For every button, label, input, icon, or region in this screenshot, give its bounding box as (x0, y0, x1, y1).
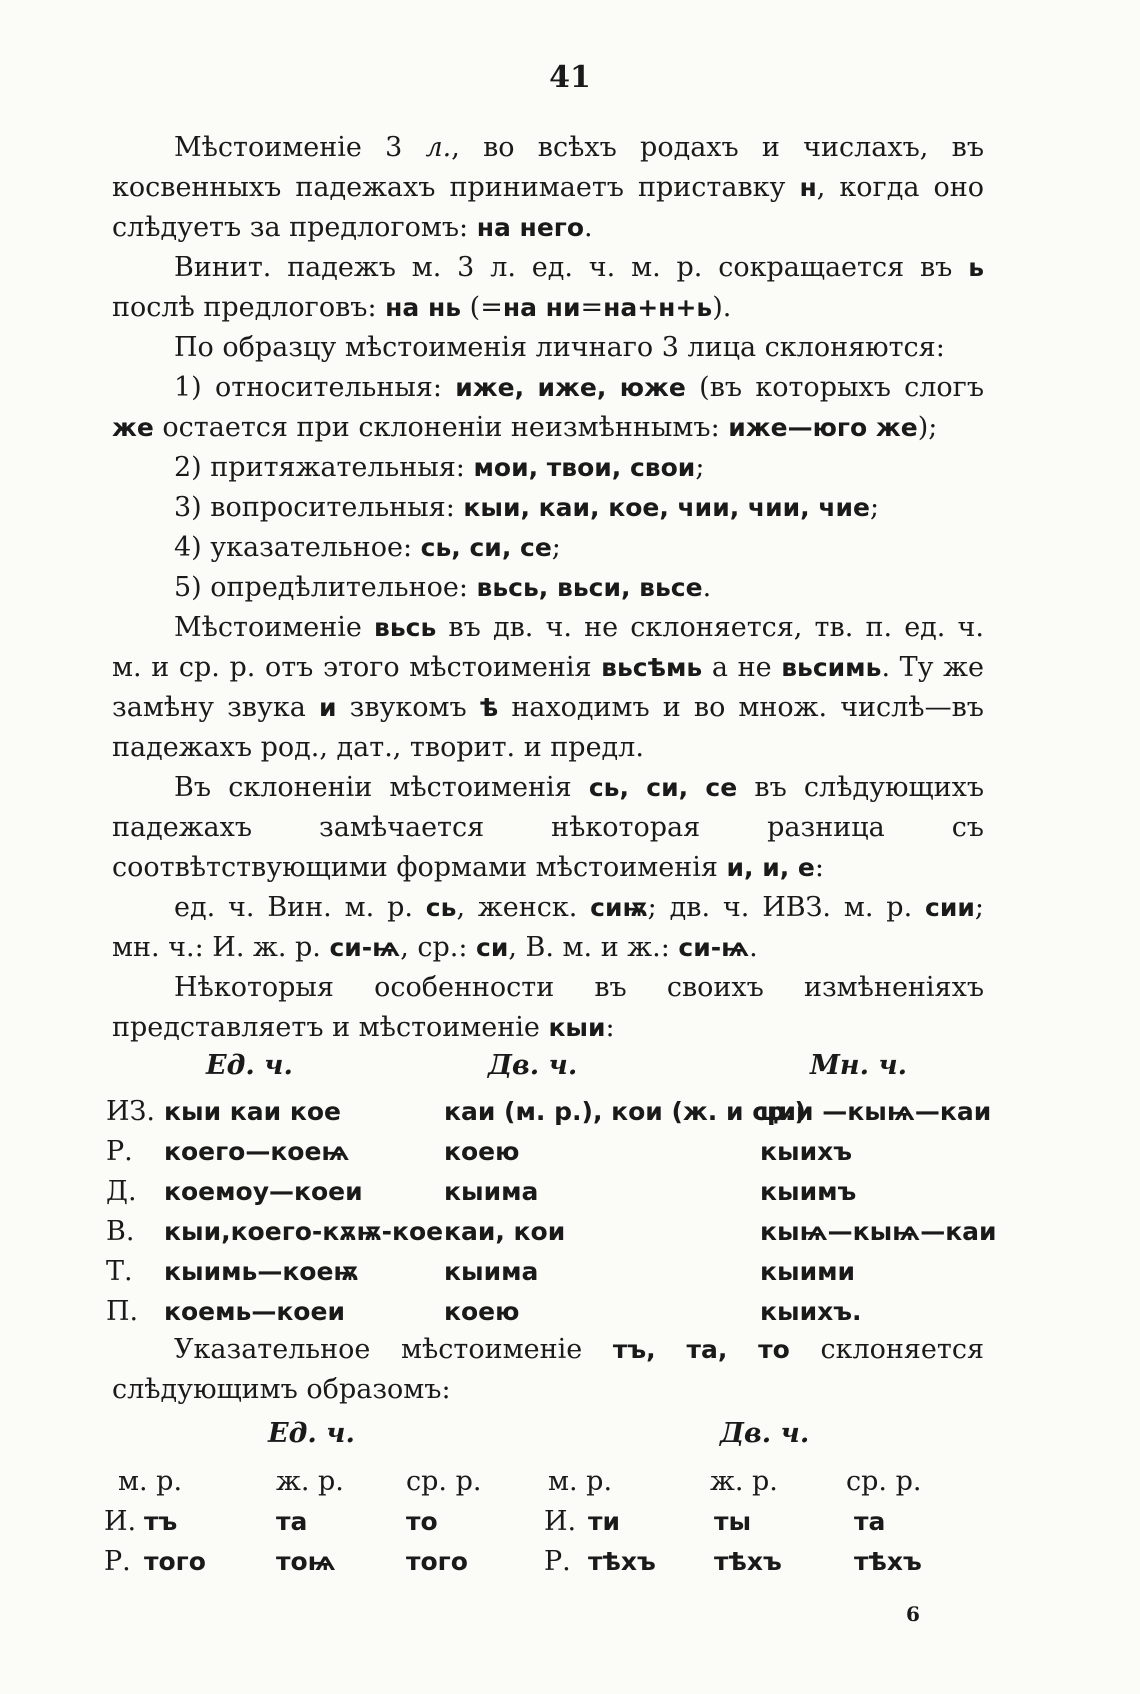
gender-row (104, 1462, 984, 1502)
text-run: Мѣстоименіе (174, 612, 374, 643)
table-row (106, 1092, 992, 1132)
text-run: ; (869, 492, 880, 523)
church-slavonic-word: иже, иже, юже (455, 373, 686, 402)
text-run: 3) вопросительныя: (174, 492, 464, 523)
church-slavonic-word: тъ, та, то (612, 1335, 790, 1364)
cell-dual: каи (м. р.), кои (ж. и ср.) (444, 1097, 806, 1126)
church-slavonic-word: вьсь (374, 613, 437, 642)
cell-dual: каи, кои (444, 1217, 566, 1246)
paragraph-3 (112, 328, 984, 368)
text-run: ; мн. ч.: И. ж. р. (112, 892, 984, 963)
header-singular: Ед. ч. (268, 1418, 355, 1449)
text-run: ; (551, 532, 561, 563)
text-run: Винит. падежъ м. 3 л. ед. ч. м. р. сокращается въ (174, 252, 969, 283)
cell-dual: коею (444, 1137, 520, 1166)
paragraph-12 (112, 968, 984, 1048)
text-run: , когда оно слѣдуетъ за предлогомъ: (112, 172, 984, 243)
table-row (106, 1172, 986, 1212)
cell-singular: коего—коеѩ (164, 1137, 350, 1166)
text-run: 2) притяжательныя: (174, 452, 474, 483)
text-run: , женск. (456, 892, 591, 923)
cell-masc-du: ти (588, 1507, 621, 1536)
text-run: ); (917, 412, 938, 443)
text-run: . (749, 932, 758, 963)
church-slavonic-word: вьсимь (781, 653, 882, 682)
church-slavonic-word: иже—юго же (728, 413, 918, 442)
cell-dual: коею (444, 1297, 520, 1326)
kyi-declension-table (106, 1050, 997, 1332)
cell-fem-du: ты (714, 1507, 752, 1536)
cell-plural: кыѩ—кыѩ—каи (760, 1217, 997, 1246)
text-run: ; дв. ч. ИВЗ. м. р. (647, 892, 926, 923)
paragraph-13-text (112, 1330, 984, 1410)
church-slavonic-word: си (476, 933, 509, 962)
paragraph-8 (112, 568, 984, 608)
case-label: И. (104, 1506, 137, 1537)
church-slavonic-word: и, и, е (726, 853, 815, 882)
paragraph-9 (112, 608, 984, 768)
text-run: въ слѣдующихъ падежахъ замѣчается нѣкоторая разница съ соотвѣтствующими формами мѣстоименія (112, 772, 985, 883)
text-run: . (702, 572, 712, 603)
table-row (104, 1502, 984, 1542)
church-slavonic-word: сиѭ (590, 893, 648, 922)
paragraph-2 (112, 248, 984, 328)
church-slavonic-word: кыи (548, 1013, 606, 1042)
church-slavonic-word: на нь (385, 293, 462, 322)
church-slavonic-word: сии (925, 893, 975, 922)
text-run: ; (695, 452, 705, 483)
church-slavonic-word: кыи, каи, кое, чии, чии, чие (463, 493, 870, 522)
text-run: въ дв. ч. не склоняется, тв. п. ед. ч. м. и ср. р. отъ этого мѣстоименія (112, 612, 984, 683)
text-run: находимъ и во множ. числѣ—въ падежахъ род., дат., творит. и предл. (112, 692, 984, 763)
page-number: 41 (549, 60, 591, 95)
table-row (106, 1132, 986, 1172)
text-run: склоняется слѣдующимъ образомъ: (112, 1334, 984, 1405)
church-slavonic-word: вьсѣмь (601, 653, 703, 682)
case-label: ИЗ. (106, 1096, 155, 1127)
paragraph-6 (112, 488, 984, 528)
text-run: Въ склоненіи мѣстоименія (174, 772, 589, 803)
text-run: По образцу мѣстоименія личнаго 3 лица склоняются: (174, 332, 945, 363)
text-run: : (605, 1012, 615, 1043)
church-slavonic-word: сь, си, се (420, 533, 552, 562)
text-run: остается при склоненіи неизмѣннымъ: (153, 412, 729, 443)
table-row (106, 1252, 986, 1292)
gender-label: ж. р. (710, 1466, 778, 1497)
header-dual: Дв. ч. (720, 1418, 810, 1449)
cell-singular: кыи каи кое (164, 1097, 341, 1126)
text-run: , В. м. и ж.: (508, 932, 679, 963)
text-run: Мѣстоименіе 3 (174, 132, 426, 163)
cell-neut-du: та (854, 1507, 886, 1536)
paragraph-4 (112, 368, 984, 448)
text-run: . (584, 212, 593, 243)
text-run: ед. ч. Вин. м. р. (174, 892, 426, 923)
header-singular: Ед. ч. (206, 1050, 293, 1081)
text-run: Нѣкоторыя особенности въ своихъ измѣненіяхъ представляетъ и мѣстоименіе (112, 972, 984, 1043)
cell-neut-sg: то (406, 1507, 438, 1536)
cell-fem-sg: тоѩ (276, 1547, 336, 1576)
gender-label: ср. р. (846, 1466, 922, 1497)
table-row (106, 1292, 986, 1332)
table-row (104, 1542, 984, 1582)
text-run: (въ которыхъ слогъ (685, 372, 985, 403)
cell-masc-sg: тъ (144, 1507, 178, 1536)
gender-label: м. р. (548, 1466, 613, 1497)
cell-singular: коемь—коеи (164, 1297, 345, 1326)
church-slavonic-word: си-ѩ (678, 933, 750, 962)
cell-dual: кыима (444, 1177, 539, 1206)
text-run: а не (702, 652, 782, 683)
case-label: П. (106, 1296, 139, 1327)
text-run: ). (712, 292, 732, 323)
church-slavonic-word: же (112, 413, 154, 442)
cell-plural: ции —кыѩ—каи (760, 1097, 992, 1126)
case-label: В. (106, 1216, 135, 1247)
text-run: , во всѣхъ родахъ и числахъ, въ косвенныхъ падежахъ принимаетъ приставку (112, 132, 984, 203)
signature-mark: 6 (906, 1602, 920, 1626)
paragraph-13 (112, 1330, 984, 1410)
case-label: Д. (106, 1176, 137, 1207)
church-slavonic-word: сь (425, 893, 457, 922)
table-row (106, 1212, 997, 1252)
paragraph-11 (112, 888, 984, 968)
table-header (106, 1050, 986, 1092)
case-label: Т. (106, 1256, 133, 1287)
church-slavonic-word: ѣ (479, 693, 499, 722)
cell-masc-sg: того (144, 1547, 206, 1576)
text-run: = (580, 292, 604, 323)
cell-singular: кыи,коего-кѫѭ-кое (164, 1217, 444, 1246)
text-run: : (814, 852, 825, 883)
case-label: Р. (106, 1136, 133, 1167)
text-run: (= (461, 292, 503, 323)
paragraph-10 (112, 768, 984, 888)
paragraph-7 (112, 528, 984, 568)
text-run-italic: л. (425, 132, 452, 163)
cell-plural: кыимъ (760, 1177, 857, 1206)
church-slavonic-word: вьсь, вьси, вьсе (476, 573, 703, 602)
paragraph-1 (112, 128, 984, 248)
text-run: Указательное мѣстоименіе (174, 1334, 613, 1365)
church-slavonic-word: си-ѩ (329, 933, 401, 962)
text-run: 1) относительныя: (174, 372, 456, 403)
ty-declension-table (104, 1418, 984, 1582)
case-label: И. (544, 1506, 577, 1537)
gender-label: ж. р. (276, 1466, 344, 1497)
cell-singular: кыимь—коеѭ (164, 1257, 359, 1286)
header-dual: Дв. ч. (488, 1050, 578, 1081)
text-run: , ср.: (400, 932, 477, 963)
cell-plural: кыими (760, 1257, 856, 1286)
text-run: . Ту же замѣну звука (112, 652, 984, 723)
paragraph-5 (112, 448, 984, 488)
text-run: 4) указательное: (174, 532, 421, 563)
church-slavonic-word: сь, си, се (588, 773, 738, 802)
cell-dual: кыима (444, 1257, 539, 1286)
text-run: звукомъ (336, 692, 480, 723)
cell-plural: кыихъ. (760, 1297, 862, 1326)
cell-neut-sg: того (406, 1547, 468, 1576)
cell-masc-du: тѣхъ (588, 1547, 656, 1576)
church-slavonic-word: на ни (502, 293, 581, 322)
church-slavonic-word: и (318, 693, 337, 722)
church-slavonic-word: мои, твои, свои (473, 453, 696, 482)
text-run: послѣ предлоговъ: (112, 292, 386, 323)
church-slavonic-word: на него (476, 213, 585, 242)
church-slavonic-word: ь (968, 253, 984, 282)
church-slavonic-word: н (799, 173, 817, 202)
cell-fem-du: тѣхъ (714, 1547, 782, 1576)
gender-label: м. р. (118, 1466, 183, 1497)
church-slavonic-word: на+н+ь (603, 293, 713, 322)
header-plural: Мн. ч. (810, 1050, 908, 1081)
text-run: 5) опредѣлительное: (174, 572, 477, 603)
cell-fem-sg: та (276, 1507, 308, 1536)
body-text (112, 128, 984, 1048)
cell-neut-du: тѣхъ (854, 1547, 922, 1576)
gender-label: ср. р. (406, 1466, 482, 1497)
case-label: Р. (104, 1546, 131, 1577)
table-header (104, 1418, 984, 1462)
case-label: Р. (544, 1546, 571, 1577)
cell-singular: коемоу—коеи (164, 1177, 363, 1206)
cell-plural: кыихъ (760, 1137, 853, 1166)
